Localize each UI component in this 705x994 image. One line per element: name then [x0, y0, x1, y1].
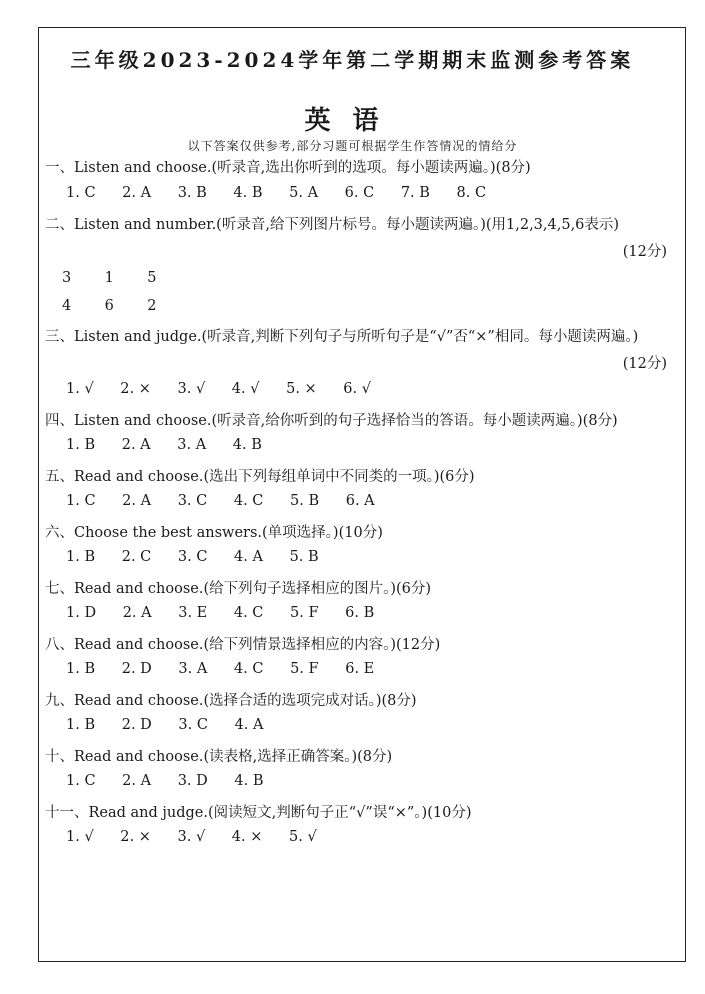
answer-row [66, 185, 508, 201]
section-heading: 四、Listen and choose.(听录音,给你听到的句子选择恰当的答语。每小题读两遍。)(8分) [45, 413, 618, 429]
section-heading: 十一、Read and judge.(阅读短文,判断句子正“√”误“×”。)(10分) [45, 805, 472, 821]
answer: 2. A [122, 605, 152, 621]
answer: 1 [104, 270, 114, 286]
answer: 6. E [345, 661, 375, 677]
answer: 4. A [234, 717, 264, 733]
answer: 5. B [290, 493, 320, 509]
answer-row [66, 773, 285, 789]
answer: 3. √ [177, 829, 206, 845]
answer: 3. E [178, 605, 208, 621]
answer: 4. A [234, 549, 263, 565]
answer: 3. C [177, 549, 208, 565]
answer: 1. D [66, 605, 97, 621]
section-heading: 五、Read and choose.(选出下列每组单词中不同类的一项。)(6分) [45, 469, 475, 485]
answer: 1. √ [66, 829, 94, 845]
answer: 4. B [234, 773, 264, 789]
answer: 6. A [345, 493, 375, 509]
answer: 4. B [232, 437, 262, 453]
answer-row [66, 661, 396, 677]
answer: 3. C [177, 493, 208, 509]
answer: 3. B [177, 185, 207, 201]
answer: 2 [147, 298, 157, 314]
answer: 7. B [400, 185, 430, 201]
answer: 2. D [121, 661, 152, 677]
answer: 6 [104, 298, 114, 314]
section-heading: 九、Read and choose.(选择合适的选项完成对话。)(8分) [45, 693, 417, 709]
answer: 2. A [122, 493, 152, 509]
section-heading: 六、Choose the best answers.(单项选择。)(10分) [45, 525, 383, 541]
answer: 6. C [344, 185, 375, 201]
section-score: (12分) [622, 356, 667, 372]
answer: 1. C [66, 493, 96, 509]
answer: 3. √ [177, 381, 206, 397]
answer: 5. F [290, 605, 319, 621]
answer: 5. B [289, 549, 319, 565]
answer: 4. × [231, 829, 263, 845]
answer: 4. B [233, 185, 263, 201]
answer: 5 [147, 270, 157, 286]
section-heading: 十、Read and choose.(读表格,选择正确答案。)(8分) [45, 749, 393, 765]
section-heading: 一、Listen and choose.(听录音,选出你听到的选项。每小题读两遍。)(8分) [45, 160, 531, 176]
answer: 2. C [121, 549, 152, 565]
answer: 3. A [177, 437, 207, 453]
answer: 2. A [122, 773, 152, 789]
answer-row [62, 270, 185, 286]
answer-row [66, 493, 397, 509]
answer: 1. B [66, 549, 96, 565]
answer: 2. × [120, 381, 151, 397]
answer: 1. √ [66, 381, 94, 397]
section-score: (12分) [622, 244, 667, 260]
page-title: 三年级2023-2024学年第二学期期末监测参考答案 [70, 48, 635, 72]
answer: 3. A [178, 661, 208, 677]
answer: 4. C [233, 605, 264, 621]
section-heading: 七、Read and choose.(给下列句子选择相应的图片。)(6分) [45, 581, 432, 597]
answer: 1. B [66, 717, 96, 733]
answer: 1. B [66, 437, 96, 453]
answer: 2. × [120, 829, 151, 845]
subject-heading: 英语 [304, 106, 401, 136]
section-heading: 三、Listen and judge.(听录音,判断下列句子与所听句子是“√”否“×”相同。每小题读两遍。) [45, 329, 639, 345]
grading-note: 以下答案仅供参考,部分习题可根据学生作答情况的情给分 [187, 139, 518, 153]
answer: 1. B [66, 661, 96, 677]
answer: 5. A [289, 185, 319, 201]
answer: 2. D [121, 717, 152, 733]
answer-row [66, 437, 284, 453]
answer: 1. C [66, 185, 96, 201]
answer-row [66, 829, 339, 845]
answer: 3. D [177, 773, 208, 789]
section-heading: 八、Read and choose.(给下列情景选择相应的内容。)(12分) [45, 637, 441, 653]
answer: 3. C [178, 717, 208, 733]
answer-row [66, 605, 396, 621]
answer: 2. A [121, 437, 151, 453]
answer: 4 [62, 298, 72, 314]
answer: 1. C [66, 773, 96, 789]
answer-row [66, 381, 393, 397]
answer: 4. √ [231, 381, 260, 397]
answer: 6. √ [343, 381, 371, 397]
answer: 5. F [290, 661, 319, 677]
answer: 8. C [456, 185, 487, 201]
answer: 3 [62, 270, 72, 286]
answer: 2. A [122, 185, 152, 201]
answer: 5. √ [289, 829, 317, 845]
answer: 5. × [286, 381, 317, 397]
answer: 6. B [345, 605, 375, 621]
answer-row [66, 717, 285, 733]
answer: 4. C [233, 493, 264, 509]
section-heading: 二、Listen and number.(听录音,给下列图片标号。每小题读两遍。)(用1,2,3,4,5,6表示) [45, 217, 620, 233]
answer: 4. C [233, 661, 264, 677]
answer-row [62, 298, 185, 314]
answer-row [66, 549, 341, 565]
